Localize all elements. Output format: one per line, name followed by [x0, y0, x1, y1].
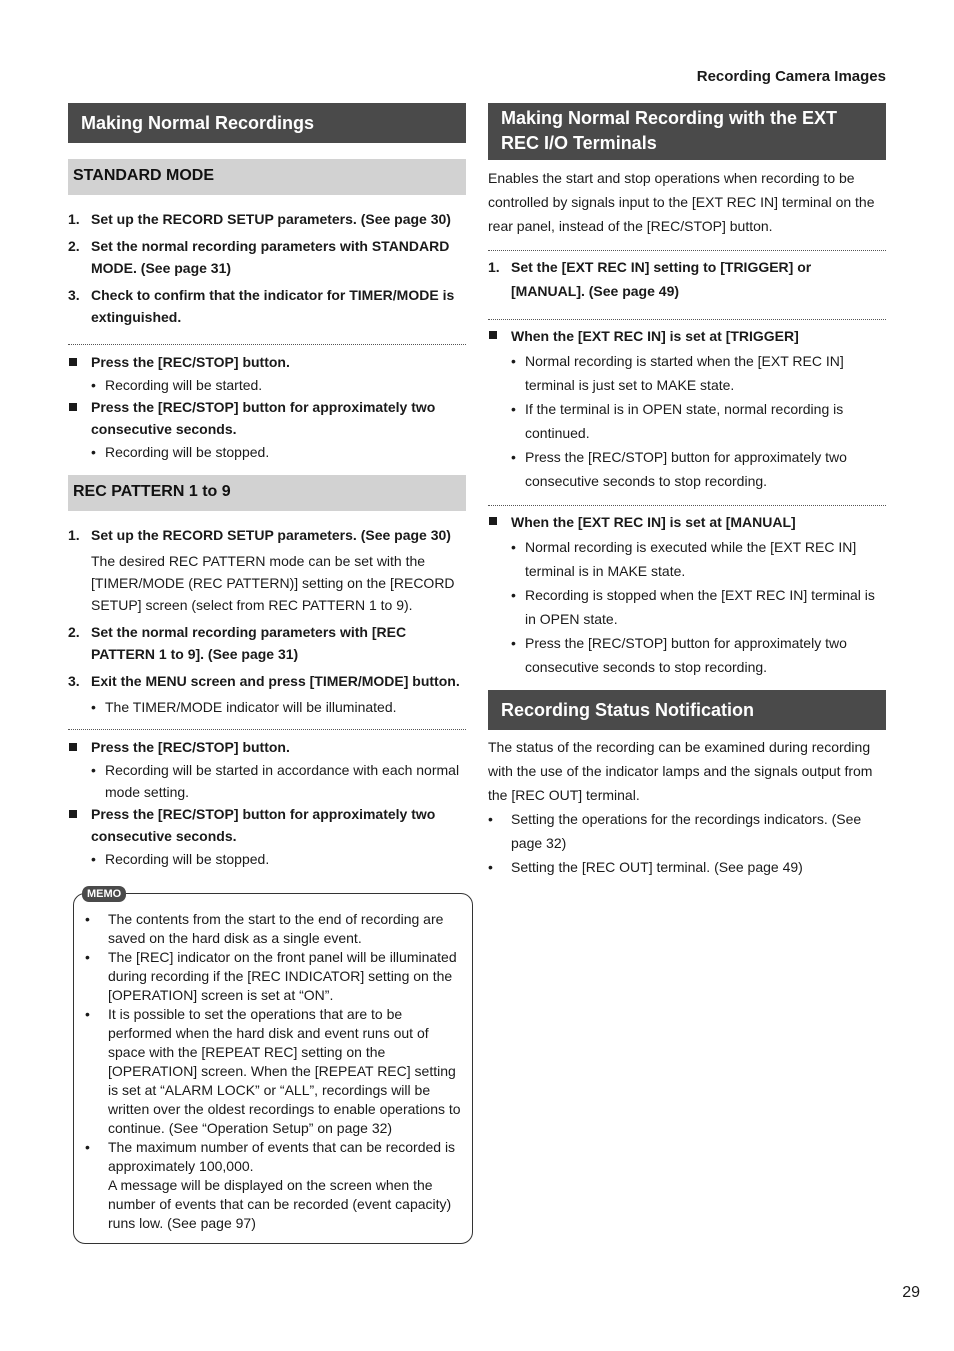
dotted-divider: [68, 344, 466, 345]
sub-bullet: • Recording will be stopped.: [91, 444, 270, 460]
status-bullets: [488, 807, 886, 879]
status-intro: The status of the recording can be examined during recording with the use of the indicator lamps and the signals output from the [REC OUT] terminal.: [488, 739, 873, 803]
sub-bullet: • The TIMER/MODE indicator will be illuminated.: [91, 699, 397, 715]
square-bullet-icon: [69, 403, 77, 411]
standard-actions: [68, 351, 466, 463]
square-bullet-icon: [489, 517, 497, 525]
subheading-rec-pattern: REC PATTERN 1 to 9: [68, 475, 466, 511]
step-description: The desired REC PATTERN mode can be set with the [TIMER/MODE (REC PATTERN)] setting on the [RECORD SETUP] screen (select from REC PATTERN 1 to 9).: [91, 553, 455, 613]
bullet-item: • Setting the [REC OUT] terminal. (See page 49): [488, 859, 803, 875]
sub-bullet: • If the terminal is in OPEN state, normal recording is continued.: [511, 401, 844, 441]
square-bullet-icon: [69, 358, 77, 366]
square-bullet-icon: [69, 810, 77, 818]
step-item: 1. Set up the RECORD SETUP parameters. (See page 30): [68, 211, 451, 227]
dotted-divider: [488, 250, 886, 251]
dotted-divider: [68, 729, 466, 730]
pattern-steps: [68, 524, 466, 719]
step-item: 3. Exit the MENU screen and press [TIMER/MODE] button. • The TIMER/MODE indicator will be illuminated.: [68, 670, 466, 719]
bullet-item: • Setting the operations for the recordings indicators. (See page 32): [488, 811, 862, 851]
sub-bullet: • Press the [REC/STOP] button for approximately two consecutive seconds to stop recording.: [511, 635, 847, 675]
trigger-section: [488, 324, 886, 493]
standard-steps: [68, 208, 466, 328]
page-number: 29: [902, 1284, 920, 1301]
action-item: When the [EXT REC IN] is set at [TRIGGER] • Normal recording is started when the [EXT REC IN] terminal is just set to MAKE state. • If the terminal is in OPEN state, normal recording is continued. • Press the [REC/STOP] button for approximately two consecutive seconds to stop recording.: [488, 324, 886, 493]
memo-item: • The contents from the start to the end of recording are saved on the hard disk as a single event.: [85, 911, 444, 946]
sub-bullet: • Recording is stopped when the [EXT REC IN] terminal is in OPEN state.: [511, 587, 875, 627]
right-column: [488, 103, 886, 879]
action-item: Press the [REC/STOP] button for approximately two consecutive seconds. • Recording will be stopped.: [68, 396, 466, 463]
ext-steps: [488, 255, 886, 303]
memo-item: • The maximum number of events that can be recorded is approximately 100,000. A message will be displayed on the screen when the number of events that can be recorded (event capacity) runs low. (See page 97): [85, 1139, 456, 1231]
dotted-divider: [488, 319, 886, 320]
dotted-divider: [488, 505, 886, 506]
section-title-status-notification: Recording Status Notification: [488, 690, 886, 730]
action-item: Press the [REC/STOP] button for approximately two consecutive seconds. • Recording will be stopped.: [68, 803, 466, 870]
memo-item-extra: A message will be displayed on the screen when the number of events that can be recorded (event capacity) runs low. (See page 97): [108, 1177, 452, 1231]
section-title-normal-recordings: Making Normal Recordings: [68, 103, 466, 143]
step-item: 1. Set up the RECORD SETUP parameters. (See page 30) The desired REC PATTERN mode can be set with the [TIMER/MODE (REC PATTERN)] setting on the [RECORD SETUP] screen (select from REC PATTERN 1 to 9).: [68, 524, 466, 616]
action-item: Press the [REC/STOP] button. • Recording will be started.: [68, 351, 466, 396]
memo-box: [73, 888, 473, 1244]
sub-bullet: • Recording will be started in accordance with each normal mode setting.: [91, 762, 460, 800]
action-item: When the [EXT REC IN] is set at [MANUAL] • Normal recording is executed while the [EXT REC IN] terminal is in MAKE state. • Recording is stopped when the [EXT REC IN] terminal is in OPEN state. • Press the [REC/STOP] button for approximately two consecutive seconds to stop recording.: [488, 510, 886, 679]
running-header: Recording Camera Images: [696, 68, 886, 85]
section-title-ext-rec: Making Normal Recording with the EXT REC I/O Terminals: [488, 103, 886, 160]
step-item: 2. Set the normal recording parameters with STANDARD MODE. (See page 31): [68, 238, 450, 276]
left-column: [68, 103, 466, 1244]
step-item: 1. Set the [EXT REC IN] setting to [TRIGGER] or [MANUAL]. (See page 49): [488, 259, 812, 299]
sub-bullet: • Press the [REC/STOP] button for approximately two consecutive seconds to stop recording.: [511, 449, 847, 489]
square-bullet-icon: [489, 331, 497, 339]
ext-intro: Enables the start and stop operations when recording to be controlled by signals input to the [EXT REC IN] terminal on the rear panel, instead of the [REC/STOP] button.: [488, 170, 875, 234]
memo-item: • It is possible to set the operations that are to be performed when the hard disk and event runs out of space with the [REPEAT REC] setting on the [OPERATION] screen. When the [REPEAT REC] setting is set at “ALARM LOCK” or “ALL”, recordings will be written over the oldest recordings to enable operations to continue. (See “Operation Setup” on page 32): [85, 1006, 461, 1136]
memo-label: MEMO: [82, 886, 126, 902]
subheading-standard-mode: STANDARD MODE: [68, 159, 466, 195]
memo-item: • The [REC] indicator on the front panel will be illuminated during recording if the [REC INDICATOR] setting on the [OPERATION] screen is set at “ON”.: [85, 949, 457, 1003]
manual-section: [488, 510, 886, 679]
pattern-actions: [68, 736, 466, 870]
step-item: 3. Check to confirm that the indicator for TIMER/MODE is extinguished.: [68, 287, 455, 325]
sub-bullet: • Recording will be stopped.: [91, 851, 270, 867]
action-item: Press the [REC/STOP] button. • Recording will be started in accordance with each normal mode setting.: [68, 736, 466, 803]
sub-bullet: • Normal recording is executed while the [EXT REC IN] terminal is in MAKE state.: [511, 539, 857, 579]
step-item: 2. Set the normal recording parameters with [REC PATTERN 1 to 9]. (See page 31): [68, 624, 407, 662]
sub-bullet: • Normal recording is started when the [EXT REC IN] terminal is just set to MAKE state.: [511, 353, 844, 393]
square-bullet-icon: [69, 743, 77, 751]
sub-bullet: • Recording will be started.: [91, 377, 263, 393]
